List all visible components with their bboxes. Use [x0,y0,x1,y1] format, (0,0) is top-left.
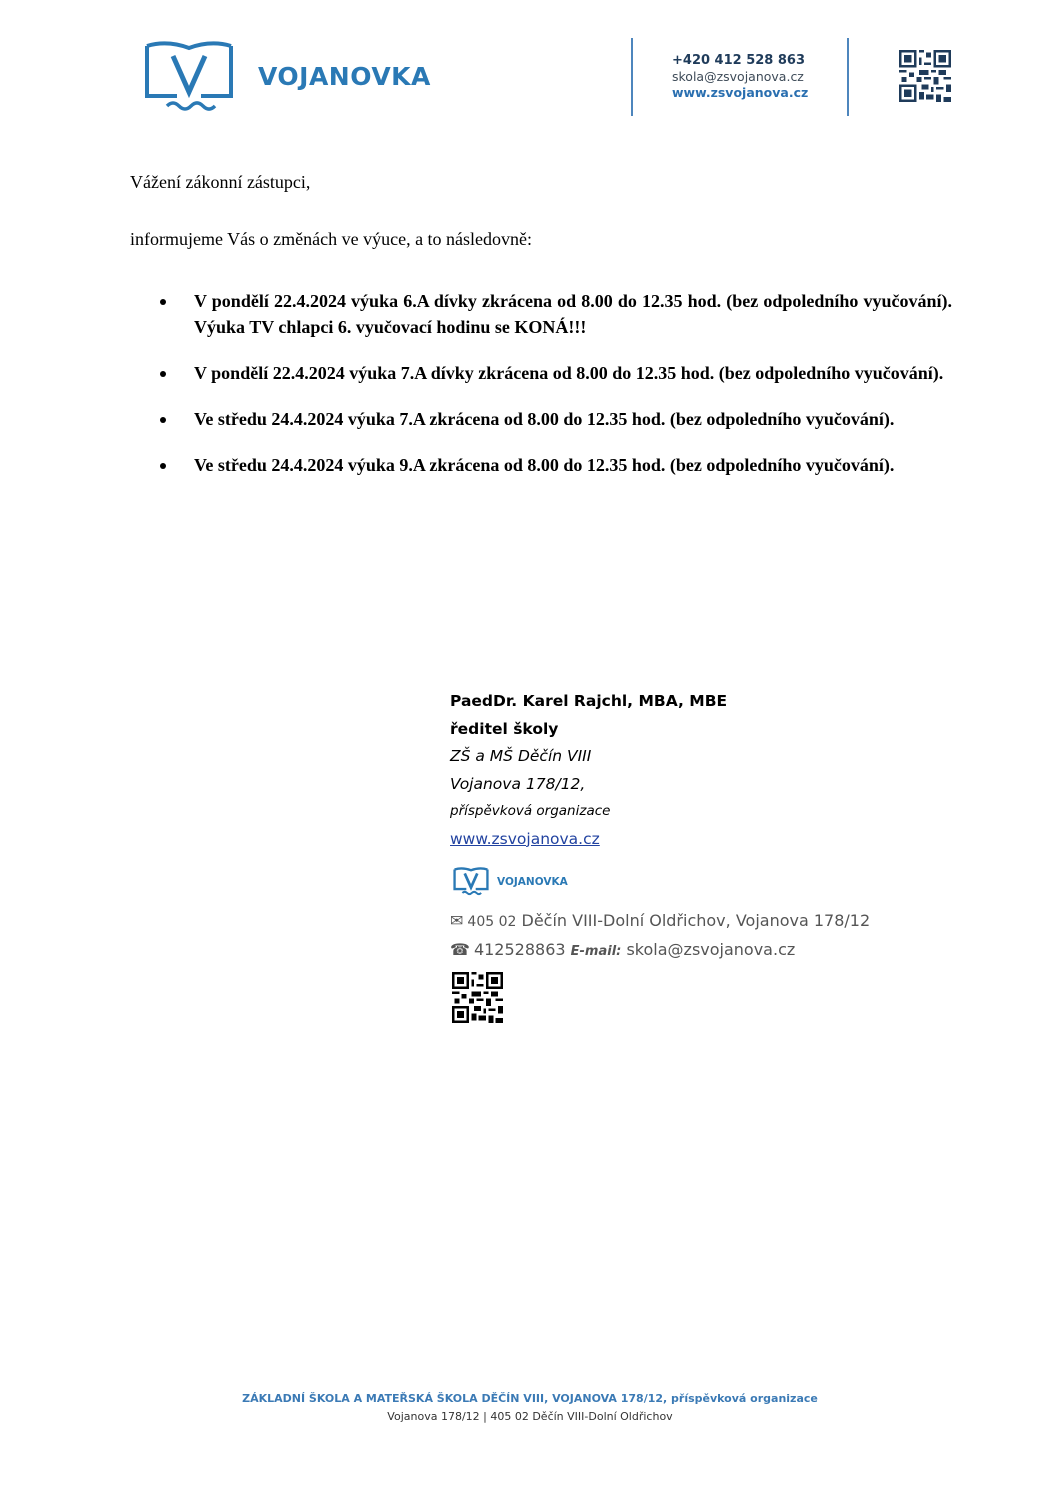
footer-address: Vojanova 178/12 | 405 02 Děčín VIII-Dolní Oldřichov [387,1410,673,1423]
signature-brand: VOJANOVKA [497,876,568,888]
bullet-icon [160,417,166,423]
vojanovka-logo-icon [143,38,235,118]
list-item: Ve středu 24.4.2024 výuka 7.A zkrácena od 8.00 do 12.35 hod. (bez odpoledního vyučování). [160,406,952,432]
qr-code-icon [452,972,503,1023]
school-name: ZŠ a MŠ Děčín VIII [450,747,592,765]
envelope-icon: ✉ [450,911,464,930]
list-item: Ve středu 24.4.2024 výuka 9.A zkrácena od 8.00 do 12.35 hod. (bez odpoledního vyučování). [160,452,952,478]
bullet-icon [160,371,166,377]
intro-text: informujeme Vás o změnách ve výuce, a to následovně: [130,229,533,249]
postal-address: ✉ 405 02 Děčín VIII-Dolní Oldřichov, Vojanova 178/12 [450,907,870,936]
header-divider [631,38,633,116]
signature-block [450,688,727,853]
greeting: Vážení zákonní zástupci, [130,172,311,192]
brand-name: VOJANOVKA [258,62,431,91]
qr-code-icon [899,50,951,102]
header-email: skola@zsvojanova.cz [672,69,804,84]
list-item: V pondělí 22.4.2024 výuka 7.A dívky zkrácena od 8.00 do 12.35 hod. (bez odpoledního vyučování). [160,360,952,386]
header-phone: +420 412 528 863 [672,53,806,68]
school-website-link[interactable]: www.zsvojanova.cz [450,829,600,848]
school-street: Vojanova 178/12, [450,774,586,793]
change-list [160,288,952,498]
header-divider [847,38,849,116]
list-item: V pondělí 22.4.2024 výuka 6.A dívky zkrácena od 8.00 do 12.35 hod. (bez odpoledního vyučování). Výuka TV chlapci 6. vyučovací hodinu se KONÁ!!! [160,288,952,340]
header-contact [672,53,808,101]
org-type: příspěvková organizace [450,803,611,819]
bullet-icon [160,299,166,305]
phone-email-line: ☎ 412528863 E-mail: skola@zsvojanova.cz [450,936,870,966]
telephone-icon: ☎ [450,940,470,959]
signature-contact [450,907,870,966]
signatory-role: ředitel školy [450,719,559,738]
footer-school-name: ZÁKLADNÍ ŠKOLA A MATEŘSKÁ ŠKOLA DĚČÍN VIII, VOJANOVA 178/12, příspěvková organizace [242,1392,818,1405]
vojanovka-logo-icon [453,866,489,898]
bullet-icon [160,463,166,469]
signatory-name: PaedDr. Karel Rajchl, MBA, MBE [450,692,728,710]
header-web: www.zsvojanova.cz [672,85,809,100]
